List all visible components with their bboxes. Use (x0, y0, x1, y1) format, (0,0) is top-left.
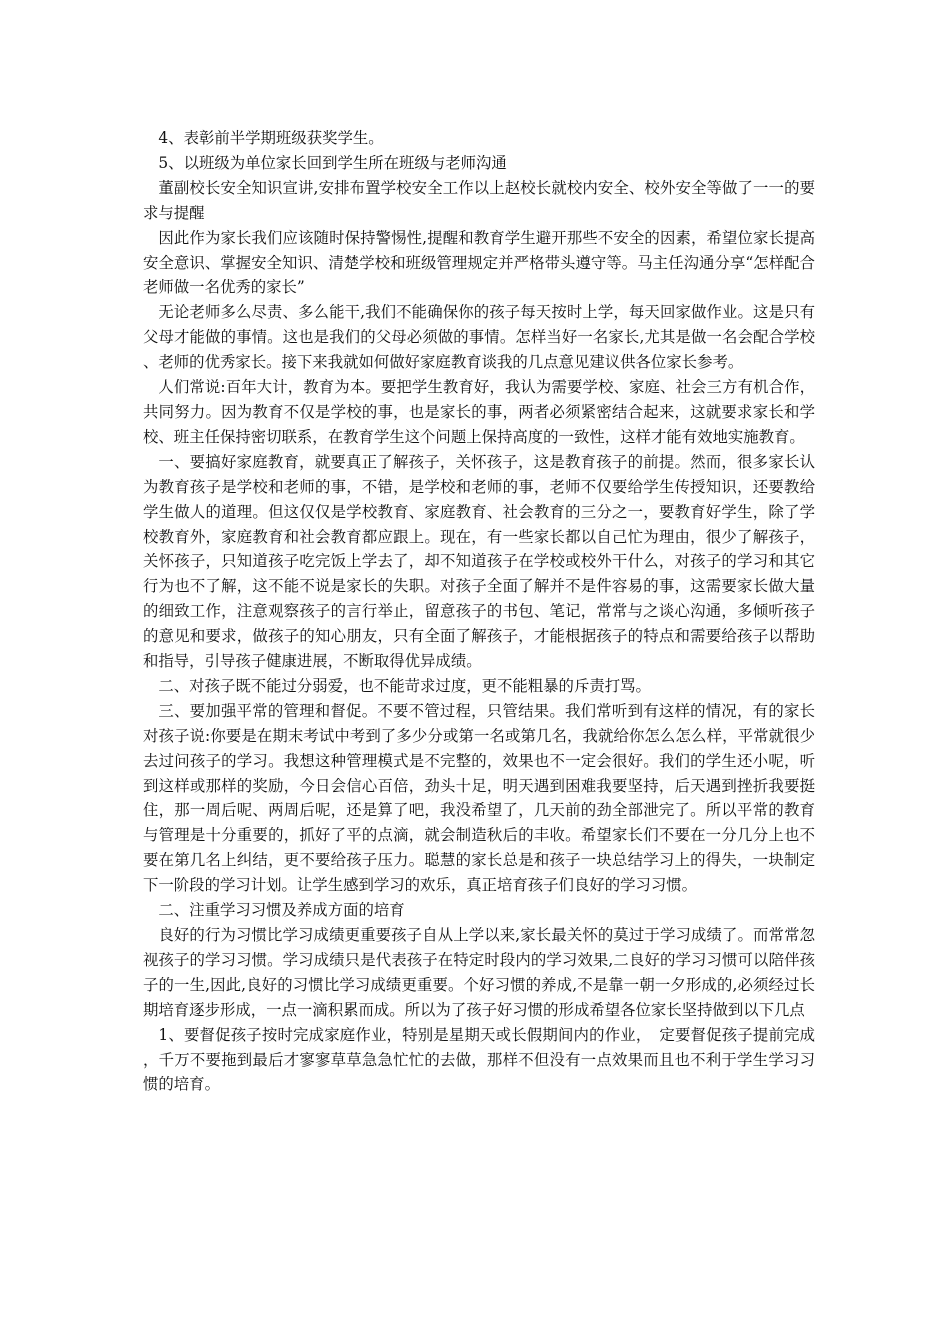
paragraph-homework-supervision: 1、要督促孩子按时完成家庭作业，特别是星期天或长假期间内的作业， 定要督促孩子提前完成，千万不要拖到最后才寥寥草草急急忙忙的去做，那样不但没有一点效果而且也不利于学生学习习惯的培育。 (143, 1025, 815, 1094)
list-item-award-students: 4、表彰前半学期班级获奖学生。 (158, 129, 384, 147)
paragraph-parent-vigilance: 因此作为家长我们应该随时保持警惕性,提醒和教育学生避开那些不安全的因素，希望位家长提高安全意识、掌握安全知识、清楚学校和班级管理规定并严格带头遵守等。马主任沟通分享“怎样配合老师做一名优秀的家长” (143, 228, 815, 297)
paragraph-teacher-responsibility: 无论老师多么尽责、多么能干,我们不能确保你的孩子每天按时上学，每天回家做作业。这是只有父母才能做的事情。这也是我们的父母必须做的事情。怎样当好一名家长,尤其是做一名会配合学校、老师的优秀家长。接下来我就如何做好家庭教育谈我的几点意见建议供各位家长参考。 (143, 303, 815, 372)
paragraph-no-spoiling: 二、对孩子既不能过分弱爱，也不能苛求过度，更不能粗暴的斥责打骂。 (158, 676, 651, 695)
document-page (143, 126, 815, 1097)
list-item-class-communication: 5、以班级为单位家长回到学生所在班级与老师沟通 (158, 153, 507, 172)
paragraph-daily-management: 三、要加强平常的管理和督促。不要不管过程，只管结果。我们常听到有这样的情况，有的家长对孩子说:你要是在期末考试中考到了多少分或第一名或第几名，我就给你怎么怎么样，平常就很少去过问孩子的学习。我想这种管理模式是不完整的，效果也不一定会很好。我们的学生还小呢，听到这样或那样的奖励，今日会信心百倍，劲头十足，明天遇到困难我要坚持，后天遇到挫折我要挺住，那一周后呢、两周后呢，还是算了吧，我没希望了，几天前的劲全部泄完了。所以平常的教育与管理是十分重要的，抓好了平的点滴，就会制造秋后的丰收。希望家长们不要在一分几分上也不要在第几名上纠结，更不要给孩子压力。聪慧的家长总是和孩子一块总结学习上的得失，一块制定下一阶段的学习计划。让学生感到学习的欢乐，真正培育孩子们良好的学习习惯。 (143, 701, 815, 895)
paragraph-education-cooperation: 人们常说:百年大计，教育为本。要把学生教育好，我认为需要学校、家庭、社会三方有机合作，共同努力。因为教育不仅是学校的事，也是家长的事，两者必须紧密结合起来，这就要求家长和学校、班主任保持密切联系，在教育学生这个问题上保持高度的一致性，这样才能有效地实施教育。 (143, 378, 815, 446)
section-heading-study-habits: 二、注重学习习惯及养成方面的培育 (158, 901, 405, 920)
paragraph-good-habits: 良好的行为习惯比学习成绩更重要孩子自从上学以来,家长最关怀的莫过于学习成绩了。而常常忽视孩子的学习习惯。学习成绩只是代表孩子在特定时段内的学习效果,二良好的学习习惯可以陪伴孩子的一生,因此,良好的习惯比学习成绩更重要。个好习惯的养成,不是靠一朝一夕形成的,必须经过长期培育逐步形成，一点一滴积累而成。所以为了孩子好习惯的形成希望各位家长坚持做到以下几点 (143, 926, 815, 1019)
paragraph-safety-talk: 董副校长安全知识宣讲,安排布置学校安全工作以上赵校长就校内安全、校外安全等做了一一的要求与提醒 (143, 178, 815, 222)
paragraph-understand-children: 一、要搞好家庭教育，就要真正了解孩子，关怀孩子，这是教育孩子的前提。然而，很多家长认为教育孩子是学校和老师的事，不错，是学校和老师的事，老师不仅要给学生传授知识，还要教给学生做人的道理。但这仅仅是学校教育、家庭教育、社会教育的三分之一，要教育好学生，除了学校教育外，家庭教育和社会教育都应跟上。现在，有一些家长都以自己忙为理由，很少了解孩子，关怀孩子，只知道孩子吃完饭上学去了，却不知道孩子在学校或校外干什么，对孩子的学习和其它行为也不了解，这不能不说是家长的失职。对孩子全面了解并不是件容易的事，这需要家长做大量的细致工作，注意观察孩子的言行举止，留意孩子的书包、笔记，常常与之谈心沟通，多倾听孩子的意见和要求，做孩子的知心朋友，只有全面了解孩子，才能根据孩子的特点和需要给孩子以帮助和指导，引导孩子健康进展，不断取得优异成绩。 (143, 452, 815, 671)
